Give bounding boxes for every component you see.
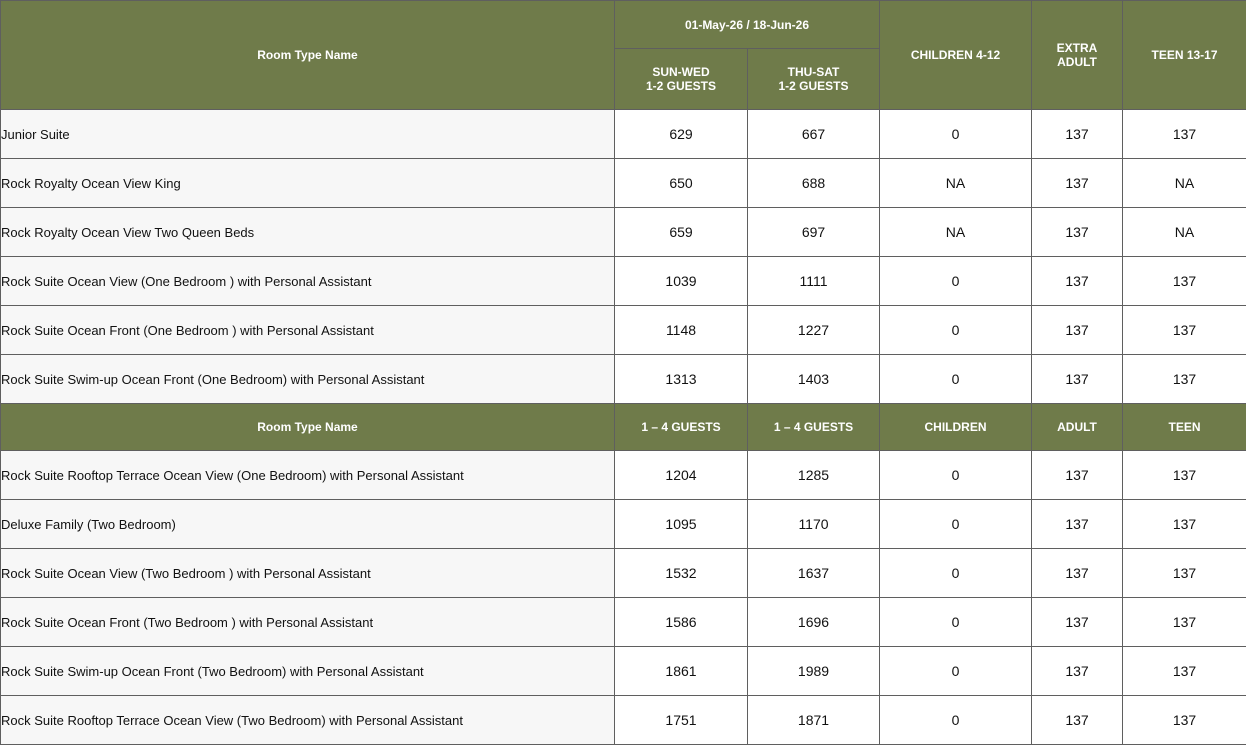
table-row xyxy=(1,647,1246,696)
sun-wed-rate-cell: 1532 xyxy=(615,549,748,598)
room-name-cell: Rock Royalty Ocean View King xyxy=(1,159,615,208)
thu-sat-rate-cell: 1111 xyxy=(748,257,880,306)
thu-sat-rate-cell: 1227 xyxy=(748,306,880,355)
adult-rate-cell: 137 xyxy=(1032,306,1123,355)
table-row xyxy=(1,306,1246,355)
thu-sat-rate-cell: 1285 xyxy=(748,451,880,500)
sun-wed-rate-cell: 1751 xyxy=(615,696,748,745)
adult-rate-cell: 137 xyxy=(1032,598,1123,647)
extra-adult-line-1: EXTRA xyxy=(1056,41,1098,55)
room-name-cell: Rock Suite Ocean Front (Two Bedroom ) with Personal Assistant xyxy=(1,598,615,647)
thu-sat-rate-cell: 688 xyxy=(748,159,880,208)
date-range-header: 01-May-26 / 18-Jun-26 xyxy=(615,1,880,49)
sun-wed-rate-cell: 650 xyxy=(615,159,748,208)
room-name-cell: Rock Suite Swim-up Ocean Front (Two Bedroom) with Personal Assistant xyxy=(1,647,615,696)
children-header: CHILDREN 4-12 xyxy=(880,1,1032,110)
children-rate-cell: 0 xyxy=(880,451,1032,500)
thu-sat-rate-cell: 1989 xyxy=(748,647,880,696)
table-row xyxy=(1,159,1246,208)
sun-wed-header xyxy=(615,49,748,110)
sun-wed-rate-cell: 1313 xyxy=(615,355,748,404)
teen-rate-cell: 137 xyxy=(1123,355,1246,404)
children-rate-cell: 0 xyxy=(880,306,1032,355)
adult-rate-cell: 137 xyxy=(1032,355,1123,404)
children-rate-cell: 0 xyxy=(880,647,1032,696)
thu-sat-rate-cell: 1403 xyxy=(748,355,880,404)
sun-wed-rate-cell: 1039 xyxy=(615,257,748,306)
room-name-cell: Deluxe Family (Two Bedroom) xyxy=(1,500,615,549)
adult-rate-cell: 137 xyxy=(1032,451,1123,500)
table-row xyxy=(1,110,1246,159)
adult-rate-cell: 137 xyxy=(1032,696,1123,745)
thu-sat-rate-cell: 697 xyxy=(748,208,880,257)
children-rate-cell: NA xyxy=(880,208,1032,257)
adult-rate-cell: 137 xyxy=(1032,647,1123,696)
sun-wed-rate-cell: 1861 xyxy=(615,647,748,696)
adult-rate-cell: 137 xyxy=(1032,549,1123,598)
children-rate-cell: 0 xyxy=(880,549,1032,598)
sun-wed-header-2: 1 – 4 GUESTS xyxy=(615,404,748,451)
sun-wed-rate-cell: 1148 xyxy=(615,306,748,355)
section-2-header-row xyxy=(1,404,1246,451)
adult-header-2: ADULT xyxy=(1032,404,1123,451)
teen-rate-cell: 137 xyxy=(1123,306,1246,355)
children-rate-cell: 0 xyxy=(880,500,1032,549)
teen-rate-cell: NA xyxy=(1123,159,1246,208)
teen-rate-cell: 137 xyxy=(1123,500,1246,549)
section-1-body xyxy=(1,110,1246,404)
children-rate-cell: 0 xyxy=(880,598,1032,647)
teen-header: TEEN 13-17 xyxy=(1123,1,1246,110)
sun-wed-rate-cell: 1204 xyxy=(615,451,748,500)
room-name-cell: Rock Suite Rooftop Terrace Ocean View (One Bedroom) with Personal Assistant xyxy=(1,451,615,500)
adult-rate-cell: 137 xyxy=(1032,159,1123,208)
teen-rate-cell: 137 xyxy=(1123,696,1246,745)
room-name-cell: Rock Suite Rooftop Terrace Ocean View (Two Bedroom) with Personal Assistant xyxy=(1,696,615,745)
thu-sat-header xyxy=(748,49,880,110)
table-row xyxy=(1,355,1246,404)
room-name-cell: Rock Royalty Ocean View Two Queen Beds xyxy=(1,208,615,257)
section-2-body xyxy=(1,451,1246,745)
table-row xyxy=(1,257,1246,306)
extra-adult-line-2: ADULT xyxy=(1057,55,1097,69)
room-type-header: Room Type Name xyxy=(1,1,615,110)
thu-sat-line-1: THU-SAT xyxy=(787,65,840,79)
thu-sat-rate-cell: 1637 xyxy=(748,549,880,598)
table-row xyxy=(1,500,1246,549)
teen-rate-cell: 137 xyxy=(1123,549,1246,598)
children-rate-cell: 0 xyxy=(880,257,1032,306)
room-type-header-2: Room Type Name xyxy=(1,404,615,451)
teen-rate-cell: 137 xyxy=(1123,451,1246,500)
adult-rate-cell: 137 xyxy=(1032,257,1123,306)
table-row xyxy=(1,451,1246,500)
room-name-cell: Junior Suite xyxy=(1,110,615,159)
table-row xyxy=(1,208,1246,257)
children-rate-cell: NA xyxy=(880,159,1032,208)
teen-rate-cell: 137 xyxy=(1123,110,1246,159)
adult-rate-cell: 137 xyxy=(1032,208,1123,257)
room-name-cell: Rock Suite Ocean View (One Bedroom ) with Personal Assistant xyxy=(1,257,615,306)
sun-wed-rate-cell: 629 xyxy=(615,110,748,159)
children-rate-cell: 0 xyxy=(880,110,1032,159)
teen-header-2: TEEN xyxy=(1123,404,1246,451)
thu-sat-rate-cell: 1871 xyxy=(748,696,880,745)
sun-wed-rate-cell: 1586 xyxy=(615,598,748,647)
header-row-top xyxy=(1,1,1246,49)
table-row xyxy=(1,696,1246,745)
teen-rate-cell: 137 xyxy=(1123,257,1246,306)
teen-rate-cell: 137 xyxy=(1123,647,1246,696)
table-row xyxy=(1,598,1246,647)
room-name-cell: Rock Suite Ocean Front (One Bedroom ) with Personal Assistant xyxy=(1,306,615,355)
table-row xyxy=(1,549,1246,598)
thu-sat-header-2: 1 – 4 GUESTS xyxy=(748,404,880,451)
adult-rate-cell: 137 xyxy=(1032,500,1123,549)
adult-rate-cell: 137 xyxy=(1032,110,1123,159)
thu-sat-rate-cell: 667 xyxy=(748,110,880,159)
thu-sat-line-2: 1-2 GUESTS xyxy=(778,79,849,93)
sun-wed-rate-cell: 1095 xyxy=(615,500,748,549)
thu-sat-rate-cell: 1696 xyxy=(748,598,880,647)
children-rate-cell: 0 xyxy=(880,355,1032,404)
sun-wed-line-1: SUN-WED xyxy=(652,65,710,79)
thu-sat-rate-cell: 1170 xyxy=(748,500,880,549)
sun-wed-rate-cell: 659 xyxy=(615,208,748,257)
extra-adult-header xyxy=(1032,1,1123,110)
teen-rate-cell: NA xyxy=(1123,208,1246,257)
children-rate-cell: 0 xyxy=(880,696,1032,745)
room-name-cell: Rock Suite Swim-up Ocean Front (One Bedroom) with Personal Assistant xyxy=(1,355,615,404)
sun-wed-line-2: 1-2 GUESTS xyxy=(645,79,717,93)
children-header-2: CHILDREN xyxy=(880,404,1032,451)
teen-rate-cell: 137 xyxy=(1123,598,1246,647)
room-name-cell: Rock Suite Ocean View (Two Bedroom ) with Personal Assistant xyxy=(1,549,615,598)
